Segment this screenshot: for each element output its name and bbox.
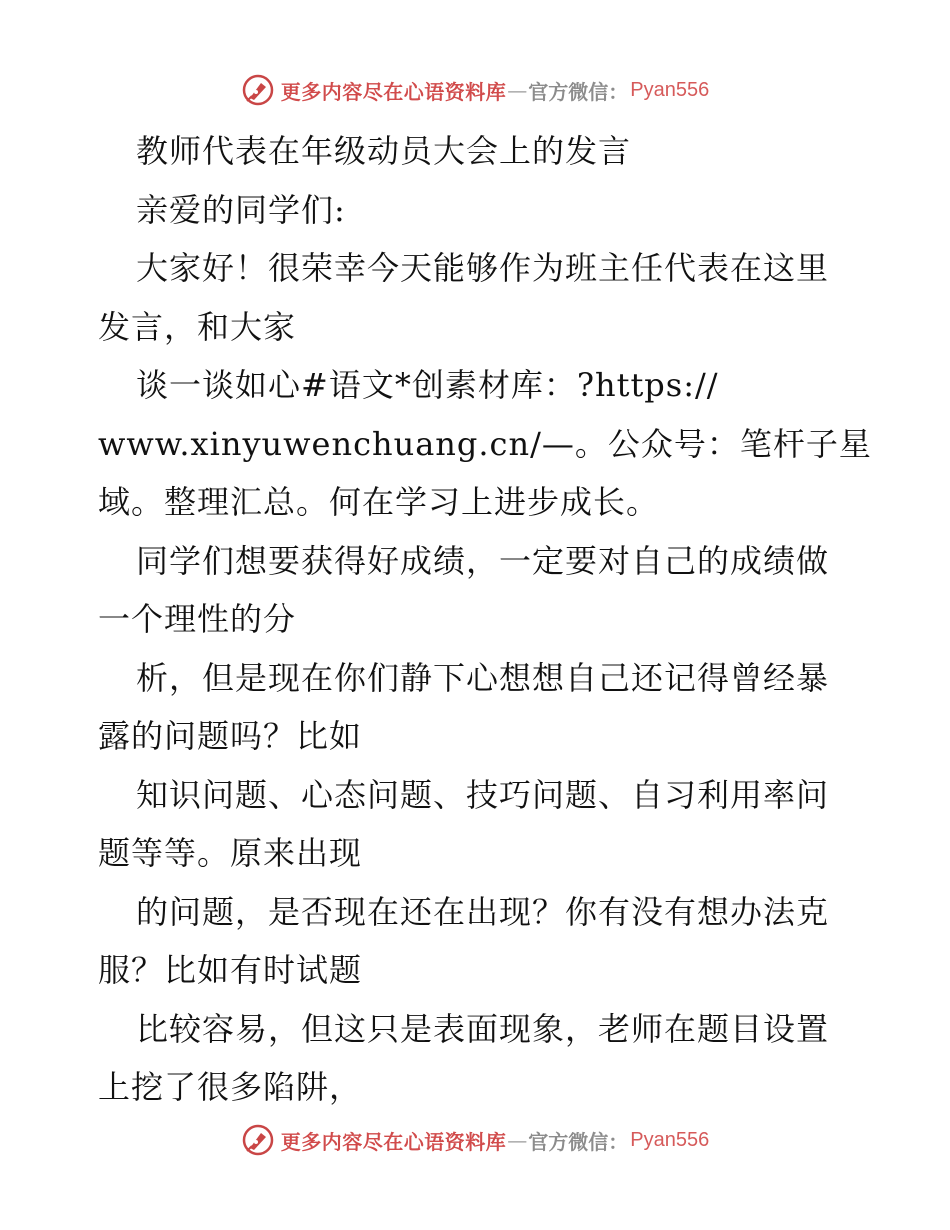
text-line: 知识问题、心态问题、技巧问题、自习利用率问 [136,775,830,814]
salutation: 亲爱的同学们: [136,190,346,229]
text-line: 析，但是现在你们静下心想想自己还记得曾经暴 [136,658,830,697]
text-line: www.xinyuwenchuang.cn/—。公众号：笔杆子星 [98,424,872,463]
text-line: 服？比如有时试题 [98,951,363,989]
header-dash: — [507,78,528,102]
text-line: 谈一谈如心#语文*创素材库：?https:// [136,366,719,404]
pen-nib-logo-icon [241,73,275,107]
pen-nib-logo-icon [241,1123,275,1157]
text-line: 露的问题吗？比如 [98,717,363,755]
text-line: 一个理性的分 [98,600,297,638]
text-line: 的问题，是否现在还在出现？你有没有想办法克 [136,892,830,931]
text-line: 发言，和大家 [98,307,297,346]
header-wechat-label: 官方微信： [528,79,629,104]
footer-dash: — [507,1128,528,1152]
document-body [98,122,872,1117]
header-wechat-id: Pyan556 [630,78,710,101]
footer-brand-text: 更多内容尽在心语资料库 [280,1129,507,1154]
header-watermark [0,70,950,110]
text-line: 大家好！很荣幸今天能够作为班主任代表在这里 [136,249,830,287]
footer-wechat-id: Pyan556 [630,1128,710,1151]
footer-watermark [0,1120,950,1160]
document-title: 教师代表在年级动员大会上的发言 [136,132,632,170]
text-line: 题等等。原来出现 [98,834,363,872]
text-line: 同学们想要获得好成绩，一定要对自己的成绩做 [136,541,830,580]
text-line: 比较容易，但这只是表面现象，老师在题目设置 [136,1009,830,1048]
footer-wechat-label: 官方微信： [528,1129,629,1154]
header-brand-text: 更多内容尽在心语资料库 [280,79,507,104]
text-line: 上挖了很多陷阱， [98,1068,363,1106]
text-line: 域。整理汇总。何在学习上进步成长。 [98,483,660,521]
